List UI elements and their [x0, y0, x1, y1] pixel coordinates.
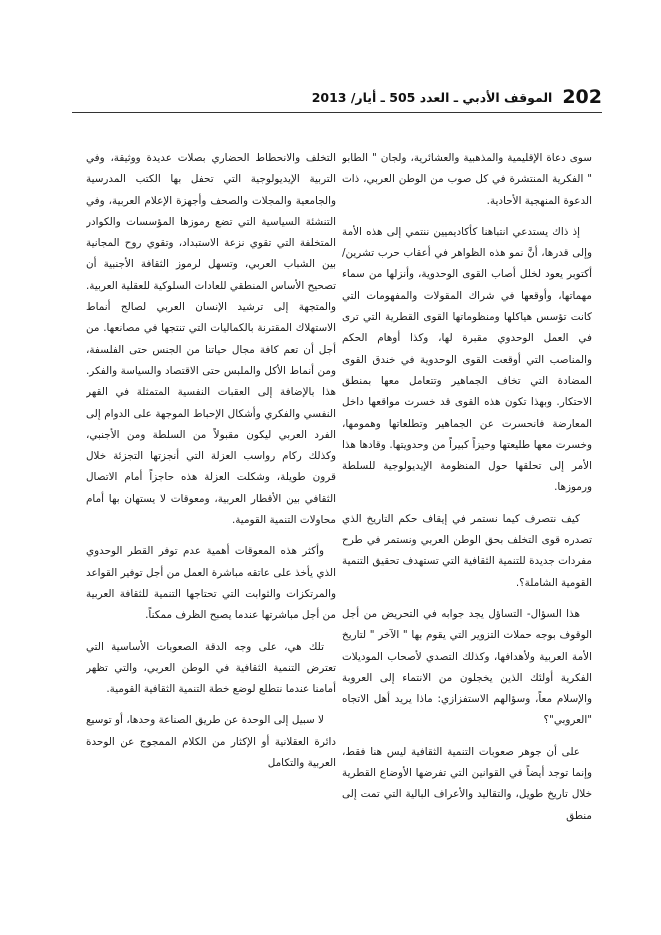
paragraph: كيف نتصرف كيما نستمر في إيقاف حكم التاريخ الذي تصدره قوى التخلف بحق الوطن العربي ونستمر في طرح مفردات جديدة للتنمية الثقافية التي تستهدف تحقيق التنمية القومية الشاملة؟. [342, 512, 592, 589]
paragraph: التخلف والانحطاط الحضاري بصلات عديدة ووثيقة، وفي التربية الإيديولوجية التي تحفل بها الكتب المدرسية والجامعية والمجلات والصحف وأجهزة الإعلام العربية، وفي التنشئة السياسية التي تضع رموزها المؤسسات والكوادر المتخلفة التي تقوي نزعة الاستبداد، وتقوي روح المجانية بين الشباب العربي، وتسهل لرموز الثقافة الأجنبية أن تصحيح الأساس المنطقي للعادات السلوكية للعقلية العربية. والمتجهة إلى ترشيد الإنسان العربي لصالح أنماط الاستهلاك المقترنة بالكماليات التي تنتجها في مصانعها. من أجل أن تعم كافة مجال حياتنا من الجنس حتى الفلسفة، ومن أنماط الأكل والملبس حتى الاقتصاد والسياسة والفكر. هذا بالإضافة إلى العقبات النفسية المتمثلة في القهر النفسي والفكري وأشكال الإحباط الموجهة على الدوام إلى الفرد العربي ليكون مقبولاً من السلطة ومن الأجنبي، وكذلك ركام رواسب العزلة التي أنجزتها التجزئة خلال قرون طويلة، وشكلت العزلة هذه حاجزاً أمام الاتصال الثقافي بين الأقطار العربية، ومعوقات لا يستهان بها أمام محاولات التنمية القومية. [86, 152, 336, 527]
journal-issue-line: الموقف الأدبي ـ العدد 505 ـ أيار/ 2013 [311, 89, 553, 105]
page-header [300, 84, 602, 110]
paragraph: لا سبيل إلى الوحدة عن طريق الصناعة وحدها، أو توسيع دائرة العقلانية أو الإكثار من الكلام الممجوج عن الوحدة العربية والتكامل [86, 714, 336, 770]
paragraph: تلك هي، على وجه الدقة الصعوبات الأساسية التي تعترض التنمية الثقافية في الوطن العربي، والتي تظهر أمامنا عندما نتطلع لوضع خطة التنمية الثقافية القومية. [86, 640, 336, 696]
paragraph: سوى دعاة الإقليمية والمذهبية والعشائرية، ولجان " الطابو " الفكرية المنتشرة في كل صوب من الوطن العربي، ذات الدعوة المنهجية الأحادية. [342, 152, 592, 207]
paragraph: إذ ذاك يستدعي انتباهنا كأكاديميين ننتمي إلى هذه الأمة وإلى قدرها، أنَّ نمو هذه الظواهر في أعقاب حرب تشرين/ أكتوبر يعود لخلل أصاب القوى الوحدوية، وأنزلها من سماء مهماتها، وأوقعها في شراك المقولات والمفهومات التي كانت تؤسس هياكلها ومنظوماتها القوى القطرية التي ترى في العمل الوحدوي مقبرة لها، وكذا أوهام الحكم والمناصب التي أوقعت القوى الوحدوية في خندق القوى المضادة التي تخاف الجماهير وتتعامل معها بمنطق الاحتكار. وبهذا تكون هذه القوى قد خسرت مواقعها داخل المعارضة فانحسرت عن الجماهير وتطلعاتها وهمومها، وخسرت معها طليعتها وحيزاً كبيراً من وحدويتها. وقادها هذا الأمر إلى تحلقها حول المنظومة الإيديولوجية للسلطة ورموزها. [342, 225, 592, 494]
page-number: 202 [562, 86, 602, 108]
header-rule [72, 112, 602, 113]
right-column [342, 148, 592, 908]
paragraph: على أن جوهر صعوبات التنمية الثقافية ليس هنا فقط، وإنما توجد أيضاً في القوانين التي تفرضها الأوضاع القطرية خلال تاريخ طويل، والتقاليد والأعراف البالية التي تمت إلى منطق [342, 745, 592, 822]
paragraph: وأكثر هذه المعوقات أهمية عدم توفر القطر الوحدوي الذي يأخذ على عاتقه مباشرة العمل من أجل توفير القواعد والمرتكزات والثوابت التي تحتاجها التنمية للثقافة العربية من أجل مباشرتها عندما يصبح الظرف ممكناً. [86, 545, 336, 622]
paragraph: هذا السؤال- التساؤل يجد جوابه في التحريض من أجل الوقوف بوجه حملات التزوير التي يقوم بها " الآخر " لتاريخ الأمة العربية ولأهدافها، وكذلك التصدي لأصحاب الموديلات الفكرية أولئك الذين يخجلون من الانتماء إلى العروبة والإسلام معاً، وسؤالهم الاستفزازي: ماذا يريد أهل الاتجاه "العروبي"؟ [342, 607, 592, 727]
left-column [86, 148, 336, 908]
